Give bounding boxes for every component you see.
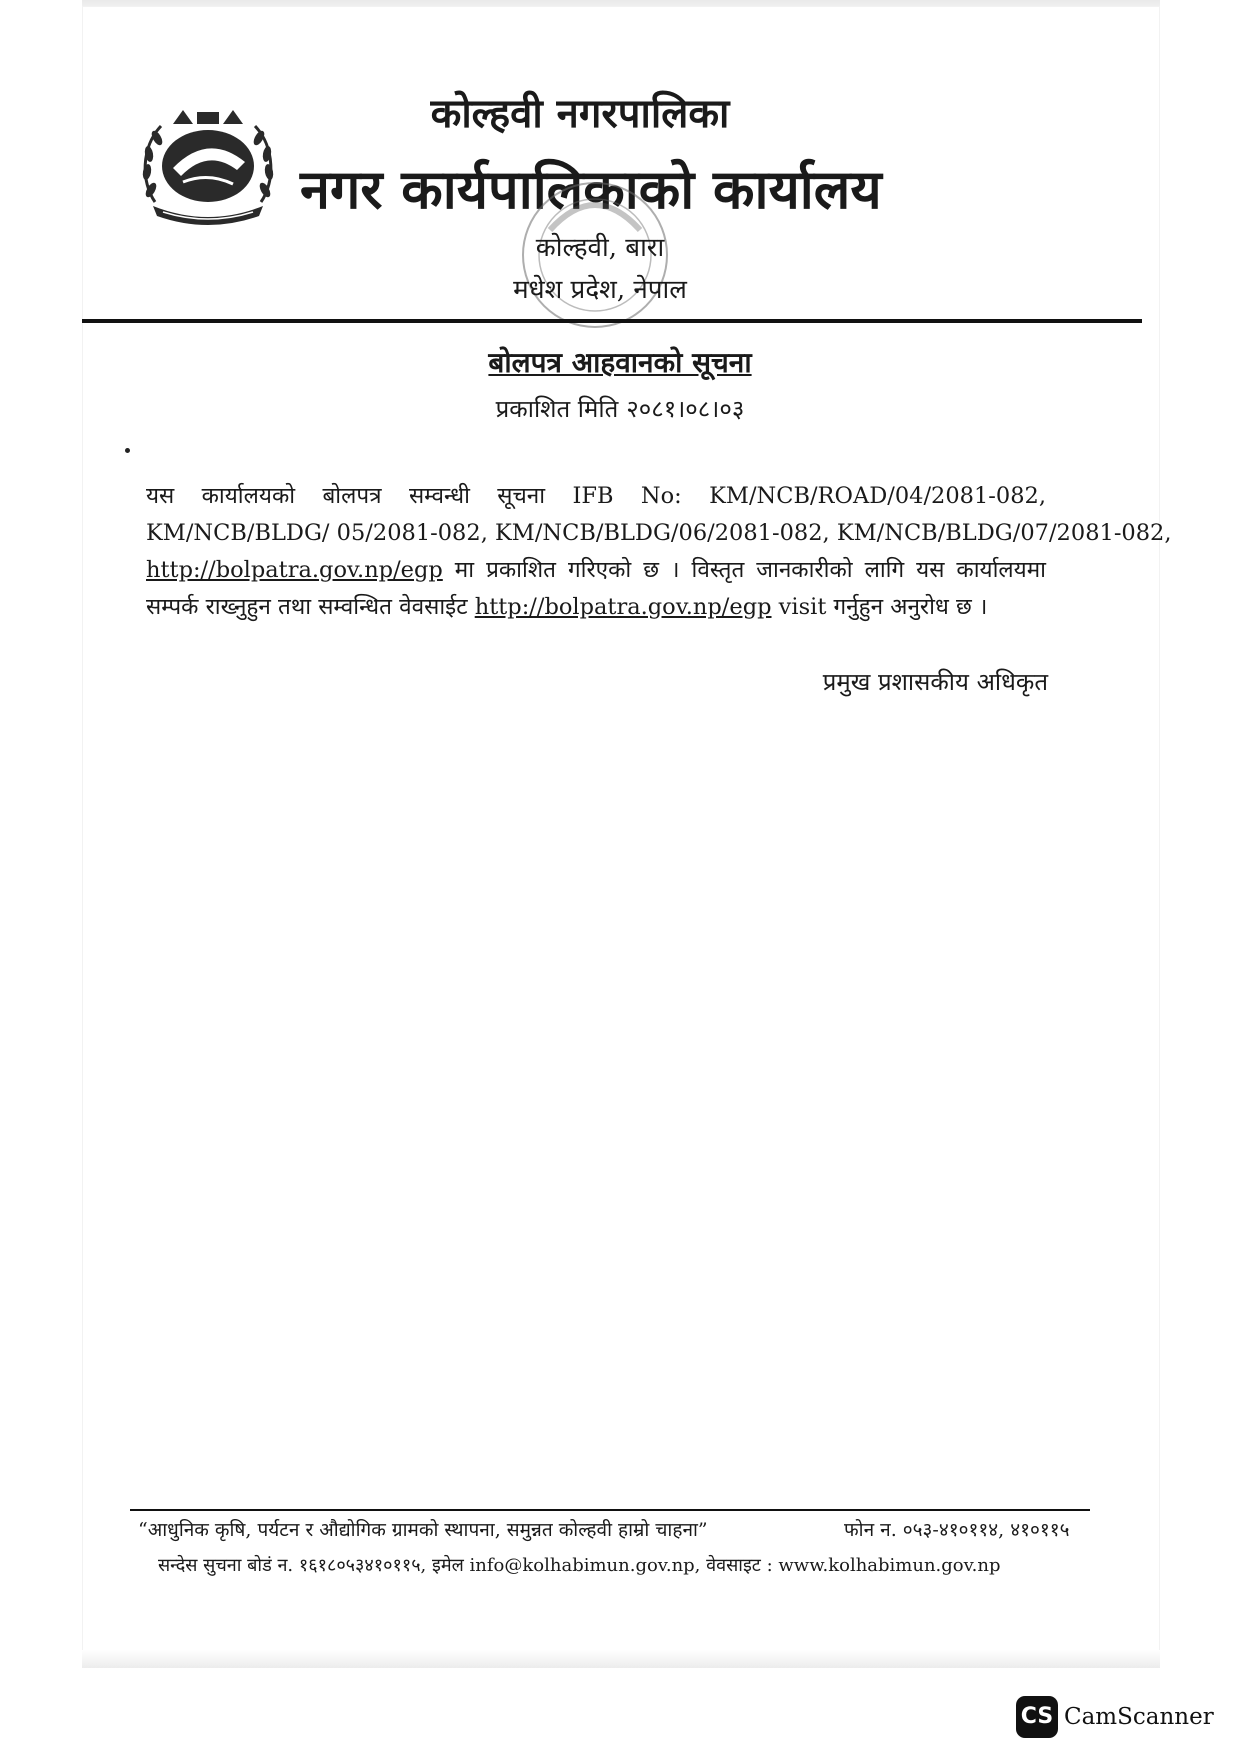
camscanner-brand: CamScanner (1064, 1704, 1214, 1730)
footer-line-1 (138, 1516, 1088, 1542)
signature-title: प्रमुख प्रशासकीय अधिकृत (822, 668, 1048, 696)
notice-title: बोलपत्र आहवानको सूचना (488, 346, 752, 379)
address-line-2: मधेश प्रदेश, नेपाल (513, 275, 687, 305)
notice-body (146, 478, 1172, 626)
camscanner-logo-icon: CS (1016, 1696, 1058, 1738)
footer-slogan: “आधुनिक कृषि, पर्यटन र औद्योगिक ग्रामको स्थापना, समुन्नत कोल्हवी हाम्रो चाहना” (138, 1519, 708, 1541)
municipality-name: कोल्हवी नगरपालिका (430, 90, 730, 137)
address-line-1: कोल्हवी, बारा (535, 233, 665, 263)
published-date-line (0, 392, 1240, 425)
scan-bottom-edge (82, 1650, 1160, 1668)
body-line-4-text: सम्पर्क राख्नुहुन तथा सम्वन्धित वेवसाईट (146, 594, 475, 620)
footer-phone: फोन न. ०५३-४१०११४, ४१०११५ (844, 1519, 1070, 1541)
body-line-3-text: मा प्रकाशित गरिएको छ । विस्तृत जानकारीको लागि यस कार्यालयमा (442, 557, 1046, 583)
body-line-4 (146, 589, 1046, 626)
bolpatra-link-2[interactable]: http://bolpatra.gov.np/egp (474, 594, 772, 620)
body-line-1: यस कार्यालयको बोलपत्र सम्वन्धी सूचना IFB No: KM/NCB/ROAD/04/2081-082, (146, 483, 1046, 509)
published-date: २०८१।०८।०३ (626, 395, 745, 423)
footer-contact: सन्देस सुचना बोडं न. १६१८०५३४१०११५, इमेल info@kolhabimun.gov.np, वेवसाइट : www.kolhabimun.gov.np (158, 1555, 1001, 1576)
body-line-4-end: visit गर्नुहुन अनुरोध छ । (771, 594, 988, 620)
body-line-2: KM/NCB/BLDG/ 05/2081-082, KM/NCB/BLDG/06/2081-082, KM/NCB/BLDG/07/2081-082, (146, 520, 1172, 546)
header-divider (82, 319, 1142, 323)
nepal-emblem-icon (133, 102, 283, 230)
body-line-3 (146, 552, 1046, 589)
bullet-mark (125, 448, 130, 453)
footer-divider (130, 1509, 1090, 1511)
bolpatra-link[interactable]: http://bolpatra.gov.np/egp (146, 557, 443, 583)
office-name: नगर कार्यपालिकाको कार्यालय (300, 157, 882, 221)
published-label: प्रकाशित मिति (495, 395, 619, 423)
